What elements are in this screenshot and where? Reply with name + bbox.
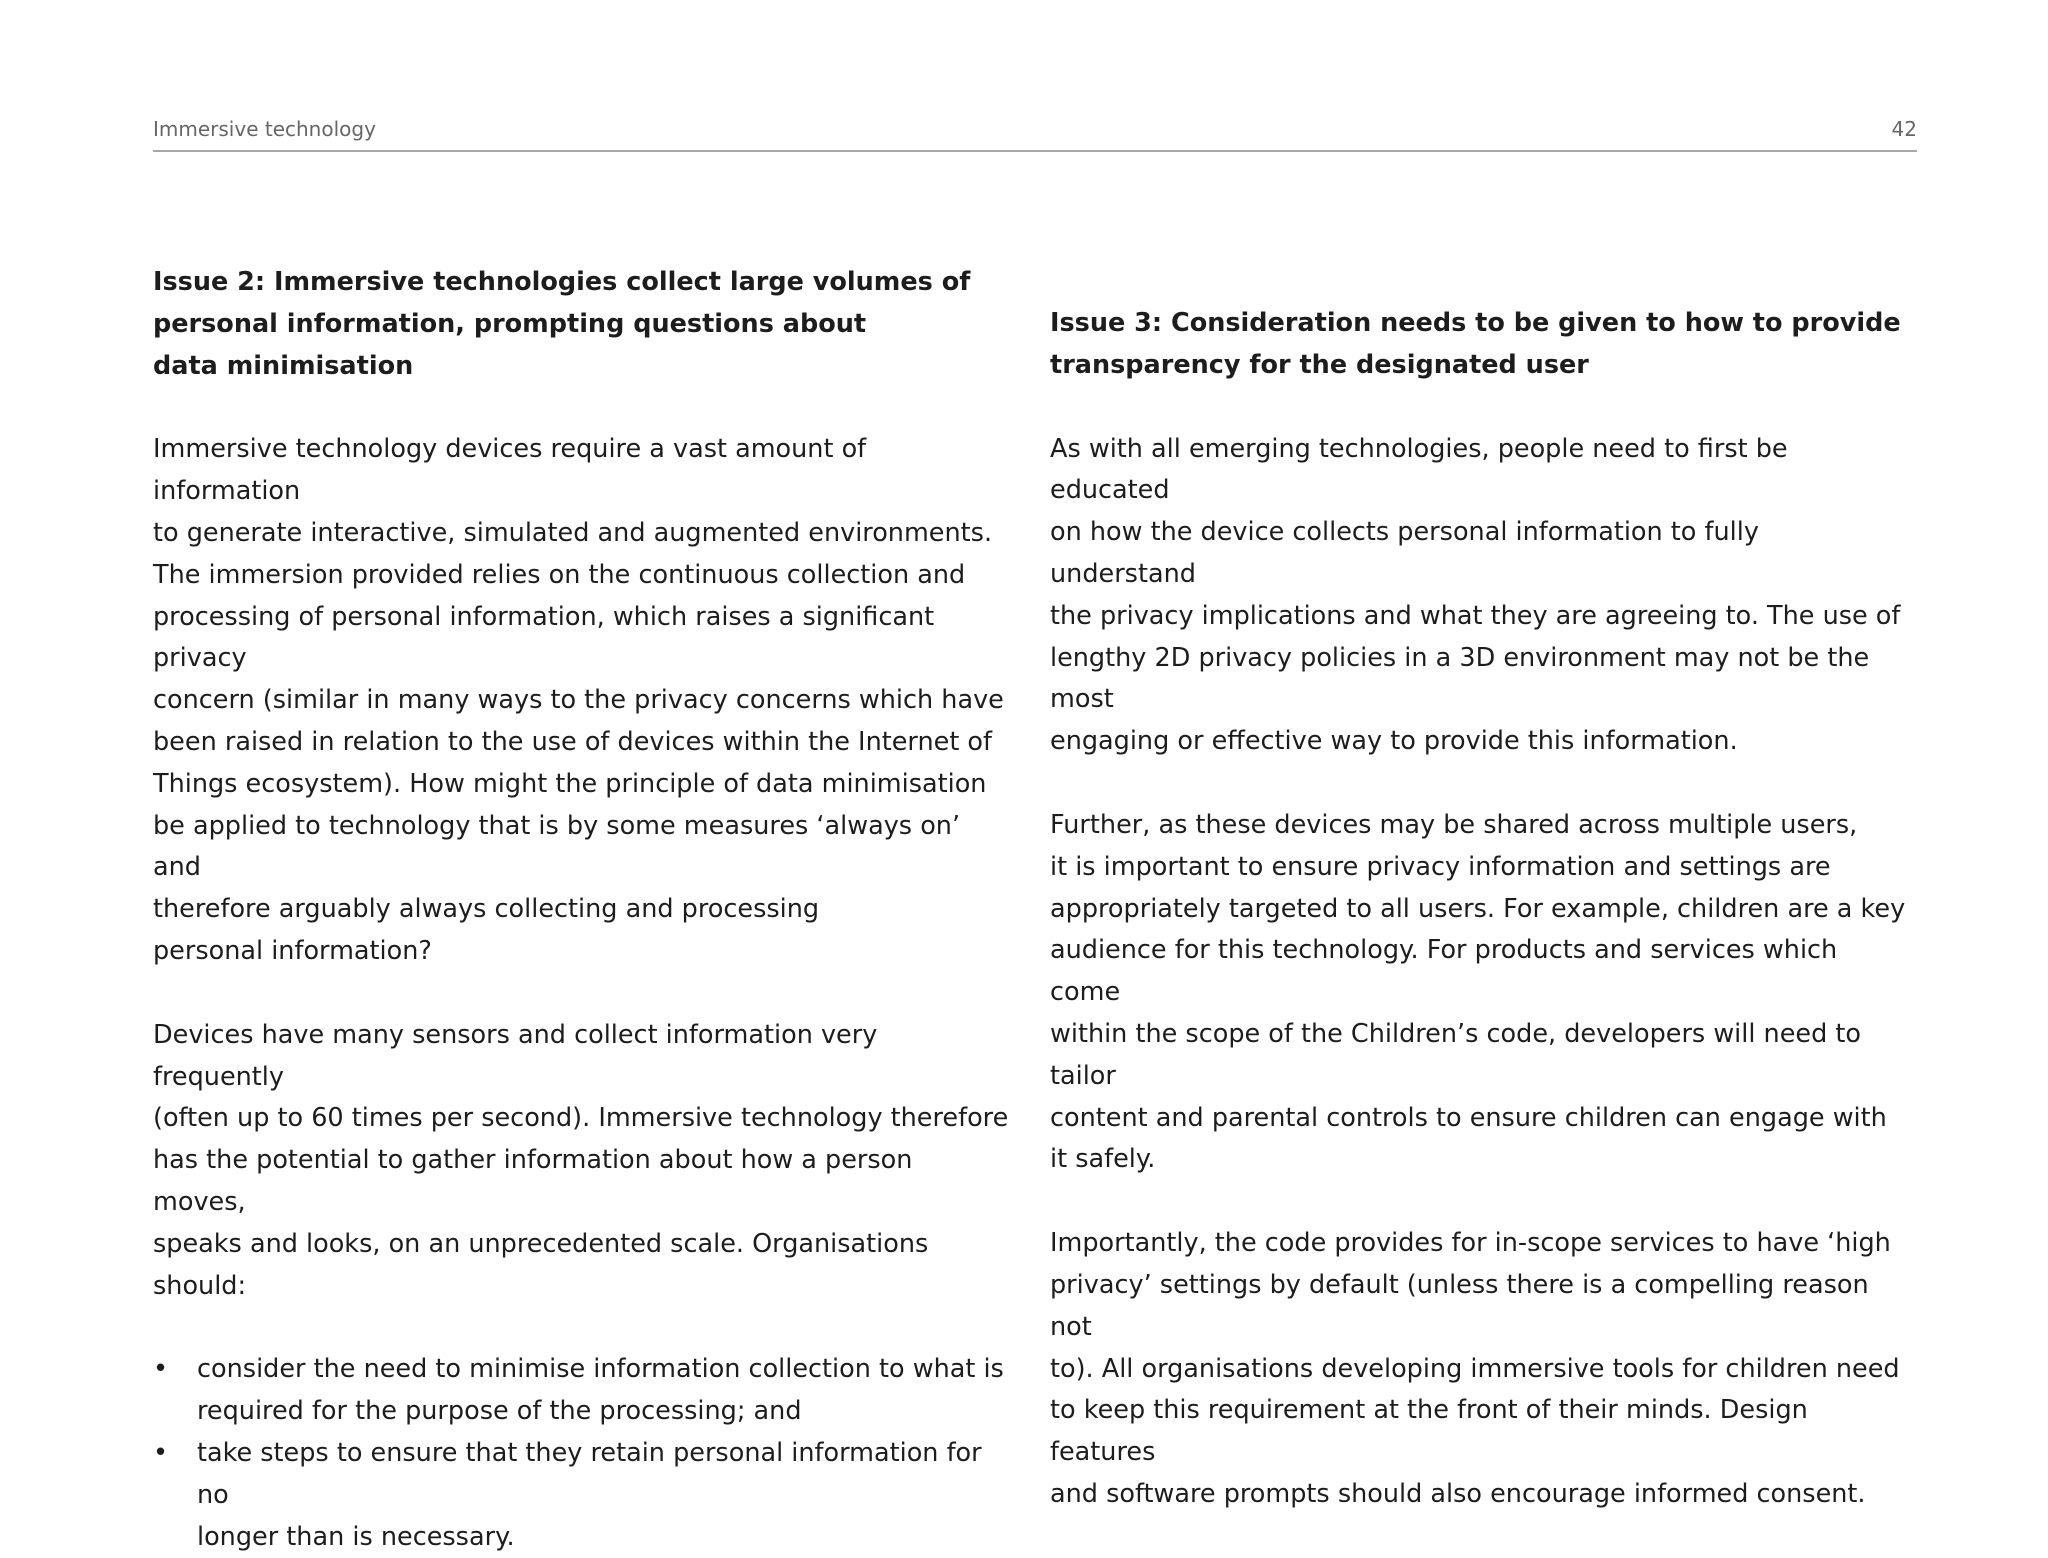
issue-2-paragraph-2 <box>153 1015 1013 1308</box>
text-line: Devices have many sensors and collect information very frequently <box>153 1019 878 1092</box>
issue-2-heading <box>153 262 1013 387</box>
text-line: Importantly, the code provides for in-scope services to have ‘high <box>1050 1228 1891 1259</box>
bullet-icon: • <box>153 1354 169 1385</box>
text-line: has the potential to gather information about how a person moves, <box>153 1145 913 1217</box>
text-line: Things ecosystem). How might the principle of data minimisation <box>153 768 987 799</box>
text-line: the privacy implications and what they are agreeing to. The use of <box>1050 600 1901 631</box>
text-line: Immersive technology devices require a vast amount of information <box>153 434 867 507</box>
text-line: been raised in relation to the use of devices within the Internet of <box>153 726 992 757</box>
text-line: to keep this requirement at the front of their minds. Design features <box>1050 1395 1808 1468</box>
section-title: Immersive technology <box>153 117 376 141</box>
list-item-line: required for the purpose of the processing; and <box>197 1396 802 1427</box>
text-line: within the scope of the Children’s code, developers will need to tailor <box>1050 1018 1861 1091</box>
issue-2-paragraph-1 <box>153 429 1013 972</box>
text-line: As with all emerging technologies, people need to first be educated <box>1050 433 1788 506</box>
bullet-icon: • <box>153 1437 169 1468</box>
text-line: be applied to technology that is by some measures ‘always on’ and <box>153 810 961 883</box>
text-line: personal information? <box>153 935 432 966</box>
list-item-line: longer than is necessary. <box>197 1521 515 1552</box>
text-line: therefore arguably always collecting and processing <box>153 894 820 925</box>
left-column <box>153 262 1013 1558</box>
list-item <box>153 1349 1013 1433</box>
text-line: processing of personal information, which raises a significant privacy <box>153 601 935 674</box>
right-column <box>1050 303 1910 1558</box>
issue-3-heading <box>1050 303 1910 387</box>
text-line: to). All organisations developing immersive tools for children need <box>1050 1353 1900 1384</box>
text-line: concern (similar in many ways to the privacy concerns which have <box>153 685 1004 716</box>
list-item-line: consider the need to minimise information collection to what is <box>197 1354 1004 1385</box>
issue-3-paragraph-3 <box>1050 1223 1910 1516</box>
text-line: appropriately targeted to all users. For example, children are a key <box>1050 893 1906 924</box>
text-line: lengthy 2D privacy policies in a 3D environment may not be the most <box>1050 642 1870 715</box>
page-number: 42 <box>1891 117 1917 141</box>
issue-3-paragraph-1 <box>1050 429 1910 763</box>
text-line: and software prompts should also encourage informed consent. <box>1050 1478 1866 1509</box>
heading-line: data minimisation <box>153 350 414 381</box>
list-item <box>153 1433 1013 1558</box>
heading-line: transparency for the designated user <box>1050 349 1589 380</box>
text-line: engaging or effective way to provide this information. <box>1050 726 1738 757</box>
heading-line: personal information, prompting questions about <box>153 308 867 339</box>
list-item-line: take steps to ensure that they retain personal information for no <box>197 1437 982 1510</box>
page-header <box>153 112 1917 152</box>
text-line: content and parental controls to ensure children can engage with <box>1050 1102 1887 1133</box>
text-line: on how the device collects personal information to fully understand <box>1050 517 1759 589</box>
recommendation-list <box>153 1349 1013 1558</box>
text-line: The immersion provided relies on the continuous collection and <box>153 559 966 590</box>
text-line: (often up to 60 times per second). Immersive technology therefore <box>153 1103 1009 1134</box>
issue-3-paragraph-2 <box>1050 805 1910 1181</box>
heading-line: Issue 2: Immersive technologies collect large volumes of <box>153 267 971 297</box>
text-line: it safely. <box>1050 1144 1156 1175</box>
text-line: privacy’ settings by default (unless there is a compelling reason not <box>1050 1269 1869 1342</box>
heading-line: Issue 3: Consideration needs to be given to how to provide <box>1050 308 1901 338</box>
text-line: speaks and looks, on an unprecedented scale. Organisations should: <box>153 1228 929 1301</box>
text-line: it is important to ensure privacy information and settings are <box>1050 851 1831 882</box>
text-line: Further, as these devices may be shared across multiple users, <box>1050 809 1858 840</box>
text-line: to generate interactive, simulated and augmented environments. <box>153 517 993 548</box>
text-line: audience for this technology. For products and services which come <box>1050 935 1838 1008</box>
